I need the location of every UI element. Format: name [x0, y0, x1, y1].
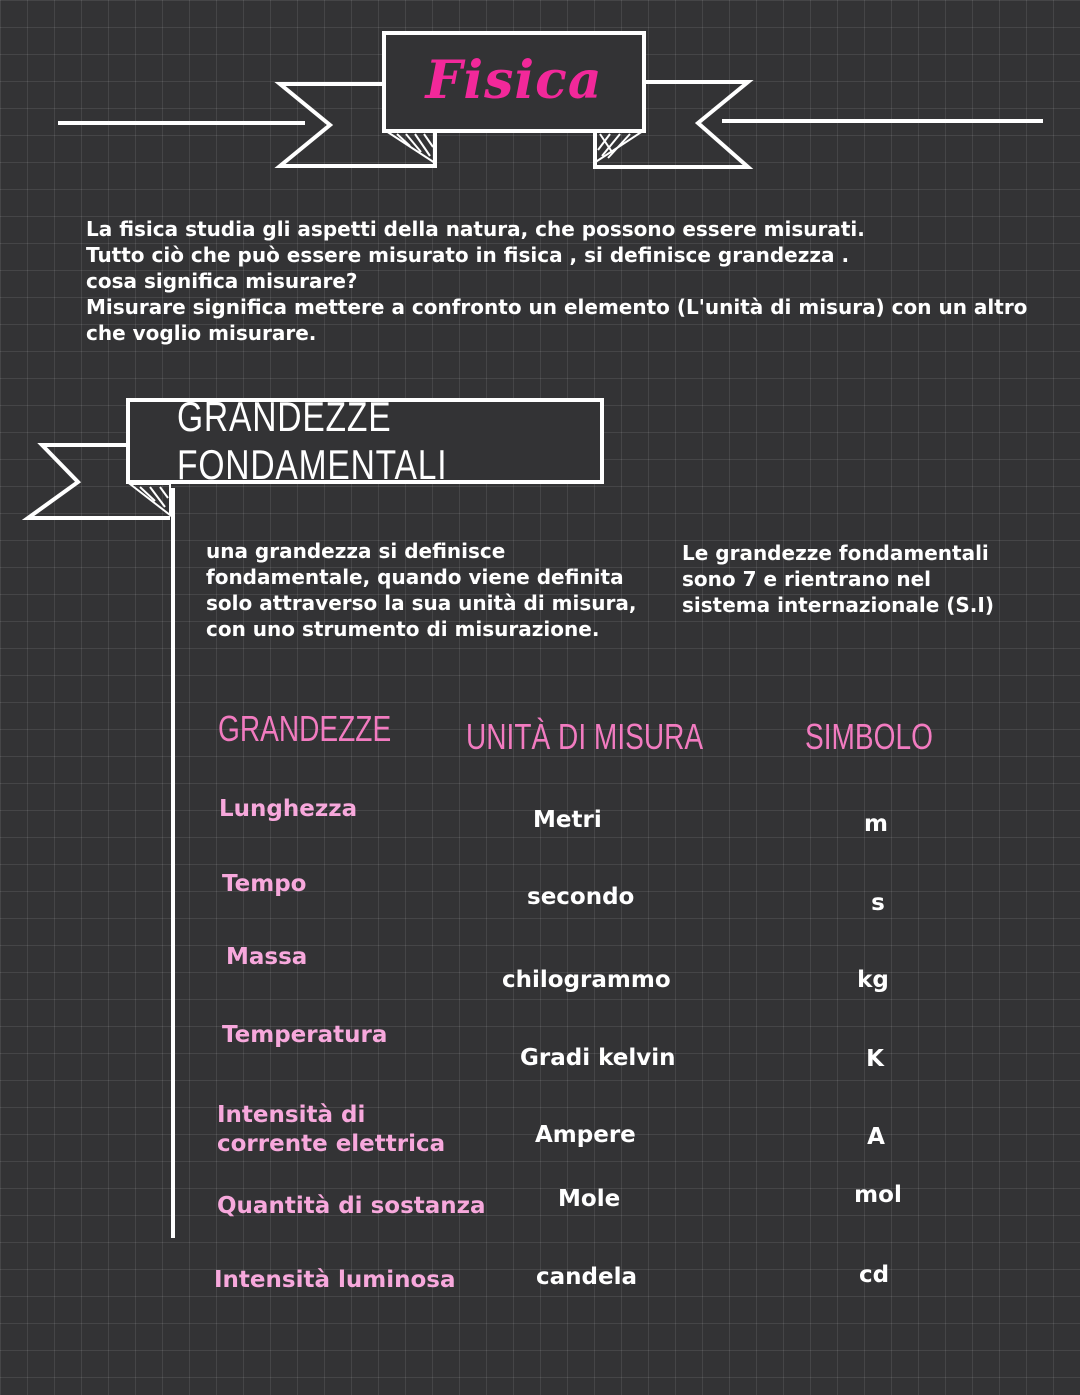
unit-cell: candela	[536, 1264, 637, 1290]
unit-cell: Ampere	[535, 1122, 636, 1148]
unit-cell: secondo	[527, 884, 635, 910]
unit-cell: Mole	[558, 1186, 621, 1212]
symbol-cell: kg	[857, 967, 889, 993]
unit-cell: Gradi kelvin	[520, 1045, 676, 1071]
intro-line: che voglio misurare.	[86, 321, 317, 345]
intro-line: Misurare significa mettere a confronto un elemento (L'unità di misura) con un altro	[86, 295, 1028, 319]
si-note	[682, 540, 1042, 618]
unit-cell: Metri	[533, 807, 602, 833]
quantity-cell: Temperatura	[222, 1022, 388, 1048]
quantity-cell: Tempo	[222, 871, 307, 897]
section-title: GRANDEZZE FONDAMENTALI	[177, 393, 448, 488]
definition-line: una grandezza si definisce	[206, 539, 506, 563]
intro-paragraph	[86, 216, 1046, 346]
quantity-cell: Intensità luminosa	[214, 1267, 456, 1293]
unit-cell: chilogrammo	[502, 967, 671, 993]
symbol-cell: A	[867, 1124, 885, 1150]
header-symbol: SIMBOLO	[805, 716, 933, 757]
symbol-cell: mol	[854, 1182, 902, 1208]
definition-line: solo attraverso la sua unità di misura,	[206, 591, 637, 615]
si-note-line: sono 7 e rientrano nel	[682, 567, 932, 591]
intro-line: cosa significa misurare?	[86, 269, 358, 293]
quantity-cell	[217, 1101, 445, 1159]
quantity-cell: Quantità di sostanza	[217, 1193, 486, 1219]
si-note-line: sistema internazionale (S.I)	[682, 593, 994, 617]
header-unit: UNITÀ DI MISURA	[466, 716, 704, 757]
quantity-cell: Lunghezza	[219, 796, 358, 822]
symbol-cell: cd	[858, 1262, 890, 1288]
page-title: Fisica	[425, 49, 603, 111]
symbol-cell: m	[864, 811, 888, 837]
intro-line: La fisica studia gli aspetti della natura, che possono essere misurati.	[86, 217, 865, 241]
definition-text	[206, 538, 666, 642]
definition-line: fondamentale, quando viene definita	[206, 565, 624, 589]
definition-line: con uno strumento di misurazione.	[206, 617, 600, 641]
symbol-cell: s	[871, 890, 885, 916]
symbol-cell: K	[866, 1046, 884, 1072]
intro-line: Tutto ciò che può essere misurato in fisica , si definisce grandezza .	[86, 243, 850, 267]
header-quantity: GRANDEZZE	[218, 708, 392, 749]
si-note-line: Le grandezze fondamentali	[682, 541, 989, 565]
quantity-line: Intensità di	[217, 1102, 366, 1128]
quantity-line: corrente elettrica	[217, 1131, 446, 1157]
quantity-cell: Massa	[226, 944, 308, 970]
